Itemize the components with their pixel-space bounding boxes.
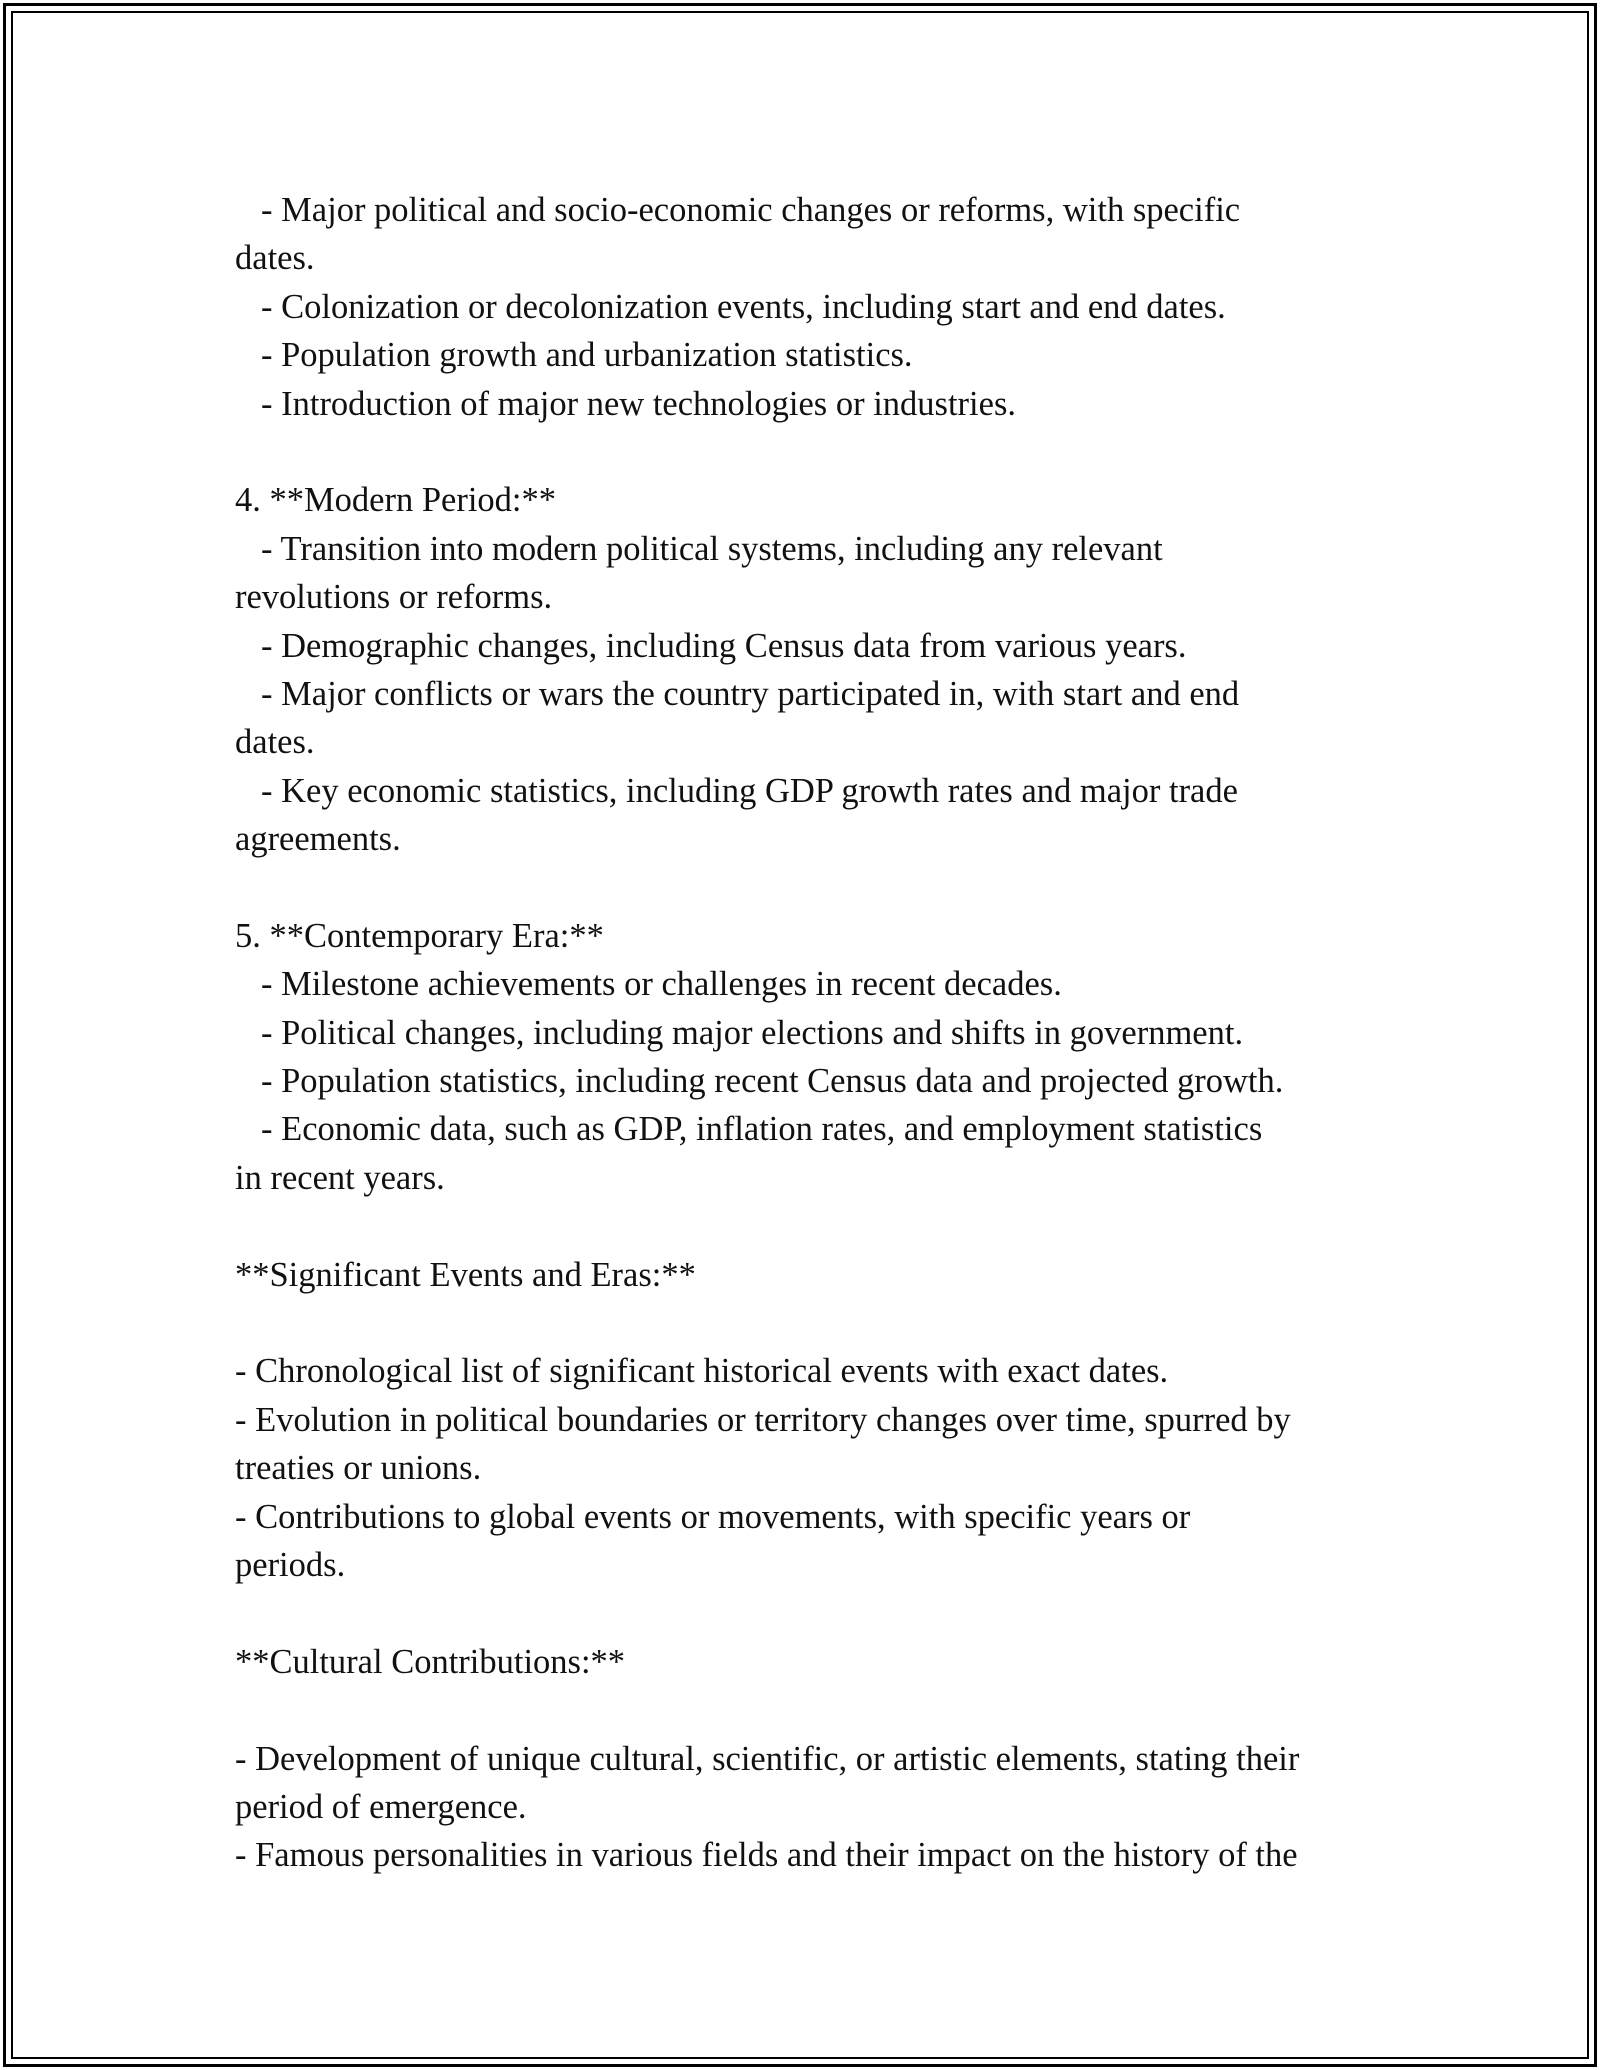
text-line: agreements. xyxy=(235,820,401,859)
text-line: - Population growth and urbanization statistics. xyxy=(261,336,913,375)
text-line: revolutions or reforms. xyxy=(235,578,553,617)
text-line: - Population statistics, including recent Census data and projected growth. xyxy=(261,1062,1284,1101)
text-line: - Introduction of major new technologies or industries. xyxy=(261,384,1016,423)
paragraph xyxy=(235,1347,1385,1589)
text-line: - Chronological list of significant historical events with exact dates. xyxy=(235,1352,1169,1391)
text-line: - Milestone achievements or challenges in recent decades. xyxy=(261,965,1062,1004)
paragraph-gap xyxy=(235,863,1385,911)
paragraph-gap xyxy=(235,1299,1385,1347)
text-line: in recent years. xyxy=(235,1158,445,1197)
paragraph-gap xyxy=(235,1686,1385,1734)
paragraph xyxy=(235,186,1385,428)
text-line: **Cultural Contributions:** xyxy=(235,1642,626,1681)
text-line: dates. xyxy=(235,723,315,762)
paragraph xyxy=(235,1638,1385,1686)
text-line: dates. xyxy=(235,239,315,278)
text-line: 4. **Modern Period:** xyxy=(235,481,557,520)
text-line: - Key economic statistics, including GDP growth rates and major trade xyxy=(261,771,1238,810)
paragraph-gap xyxy=(235,1589,1385,1637)
text-line: - Political changes, including major elections and shifts in government. xyxy=(261,1013,1244,1052)
text-line: - Colonization or decolonization events, including start and end dates. xyxy=(261,287,1226,326)
text-line: 5. **Contemporary Era:** xyxy=(235,916,604,955)
paragraph xyxy=(235,476,1385,863)
text-line: - Contributions to global events or movements, with specific years or xyxy=(235,1497,1191,1536)
text-line: - Transition into modern political systems, including any relevant xyxy=(261,529,1163,568)
text-line: - Major conflicts or wars the country participated in, with start and end xyxy=(261,674,1240,713)
text-line: - Demographic changes, including Census data from various years. xyxy=(261,626,1187,665)
text-line: treaties or unions. xyxy=(235,1449,482,1488)
paragraph xyxy=(235,1735,1385,1880)
paragraph xyxy=(235,1251,1385,1299)
paragraph-gap xyxy=(235,1202,1385,1250)
text-line: - Development of unique cultural, scientific, or artistic elements, stating their xyxy=(235,1739,1300,1778)
text-line: period of emergence. xyxy=(235,1787,527,1826)
text-line: - Economic data, such as GDP, inflation rates, and employment statistics xyxy=(261,1110,1263,1149)
text-line: - Evolution in political boundaries or territory changes over time, spurred by xyxy=(235,1400,1291,1439)
paragraph xyxy=(235,912,1385,1202)
text-line: - Famous personalities in various fields and their impact on the history of the xyxy=(235,1836,1298,1875)
text-line: periods. xyxy=(235,1545,346,1584)
document-body xyxy=(235,186,1385,1880)
text-line: - Major political and socio-economic changes or reforms, with specific xyxy=(261,191,1241,229)
text-line: **Significant Events and Eras:** xyxy=(235,1255,696,1294)
paragraph-gap xyxy=(235,428,1385,476)
